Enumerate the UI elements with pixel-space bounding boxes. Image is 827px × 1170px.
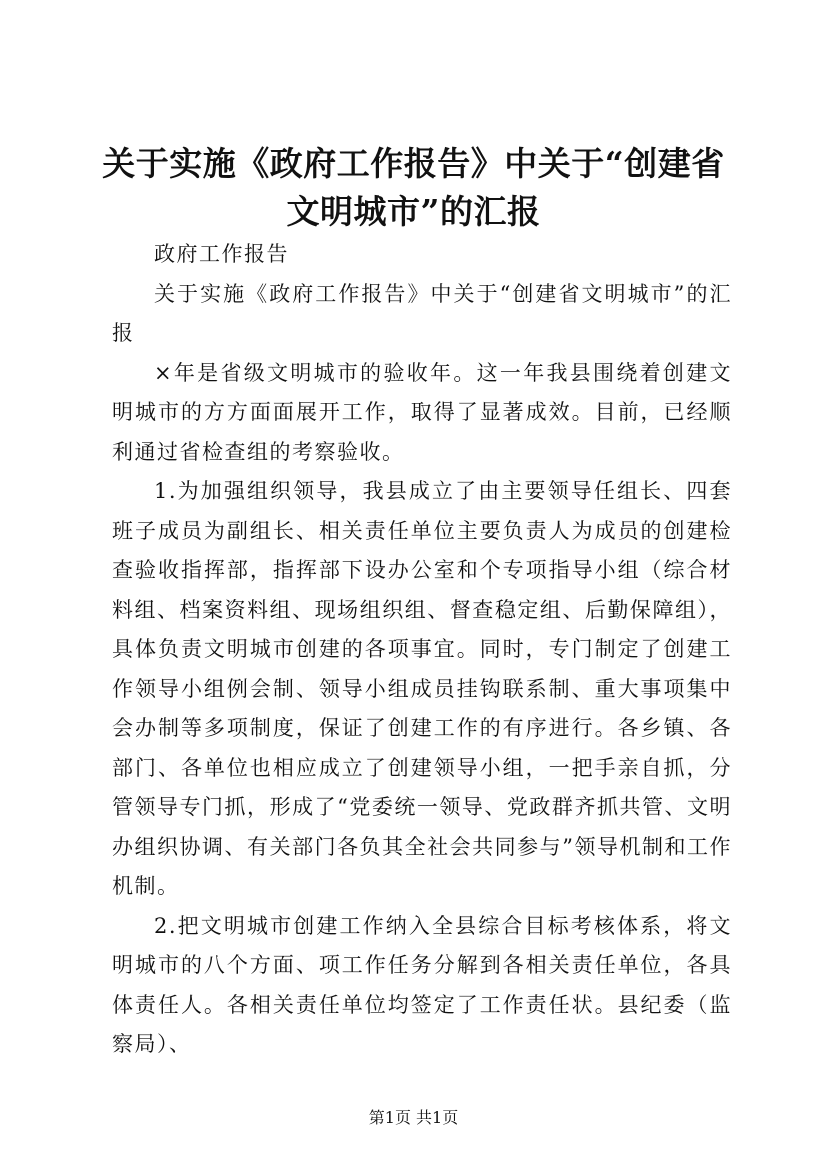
document-body	[112, 235, 732, 1065]
paragraph-subtitle: 关于实施《政府工作报告》中关于“创建省文明城市”的汇报	[112, 281, 732, 345]
document-title: 关于实施《政府工作报告》中关于“创建省文明城市”的汇报	[102, 144, 725, 231]
paragraph-section-1: 1.为加强组织领导，我县成立了由主要领导任组长、四套班子成员为副组长、相关责任单位主要负责人为成员的创建检查验收指挥部，指挥部下设办公室和个专项指导小组（综合材料组、档案资料组、现场组织组、督查稳定组、后勤保障组），具体负责文明城市创建的各项事宜。同时，专门制定了创建工作领导小组例会制、领导小组成员挂钩联系制、重大事项集中会办制等多项制度，保证了创建工作的有序进行。各乡镇、各部门、各单位也相应成立了创建领导小组，一把手亲自抓，分管领导专门抓，形成了“党委统一领导、党政群齐抓共管、文明办组织协调、有关部门各负其全社会共同参与”领导机制和工作机制。	[112, 479, 732, 898]
paragraph-intro: ×年是省级文明城市的验收年。这一年我县围绕着创建文明城市的方方面面展开工作，取得了显著成效。目前，已经顺利通过省检查组的考察验收。	[112, 360, 732, 464]
page-footer: 第1页 共1页	[368, 1108, 459, 1127]
paragraph-heading: 政府工作报告	[154, 242, 289, 266]
paragraph-section-2: 2.把文明城市创建工作纳入全县综合目标考核体系，将文明城市的八个方面、项工作任务分解到各相关责任单位，各具体责任人。各相关责任单位均签定了工作责任状。县纪委（监察局）、	[112, 913, 732, 1056]
